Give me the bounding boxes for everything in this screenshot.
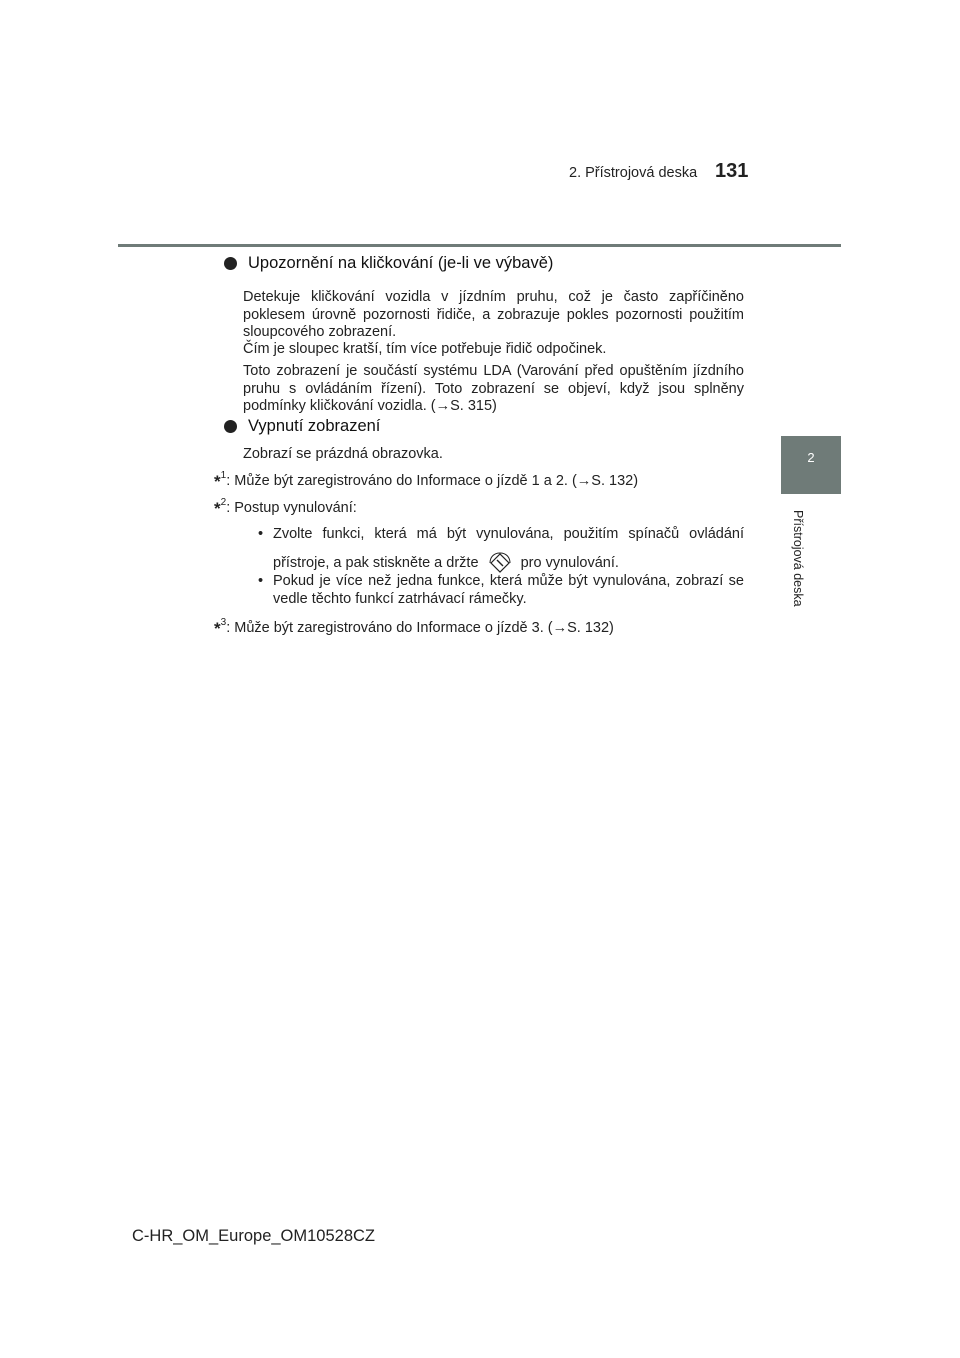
list-item-text: Zvolte funkci, která má být vynulována, použitím spínačů ovládání přístroje, a pak stiskněte a držte [273, 526, 744, 571]
footnote-number: 3 [220, 617, 227, 628]
footnote-2 [214, 494, 357, 518]
document-id: C-HR_OM_Europe_OM10528CZ [132, 1227, 376, 1245]
footnote-text: : Může být zaregistrováno do Informace o jízdě 3. (→S. 132) [226, 620, 614, 636]
running-header-section: 2. Přístrojová deska [569, 165, 698, 181]
chapter-tab-number: 2 [807, 450, 815, 465]
paragraph: Detekuje kličkování vozidla v jízdním pruhu, což je často zapříčiněno poklesem úrovně pozornosti řidiče, a zobrazuje pokles pozornosti použitím sloupcového zobrazení. [243, 289, 744, 340]
bullet-icon [224, 257, 237, 270]
section-heading-text: Upozornění na kličkování (je-li ve výbavě) [248, 254, 554, 272]
paragraph: Čím je sloupec kratší, tím více potřebuje řidič odpočinek. [243, 341, 607, 357]
footnote-text: : Může být zaregistrováno do Informace o jízdě 1 a 2. (→S. 132) [226, 473, 639, 489]
list-dot: • [258, 526, 264, 542]
footnote-star: * [214, 472, 221, 491]
section-heading-text: Vypnutí zobrazení [248, 417, 381, 435]
footnote-number: 1 [220, 470, 227, 481]
chapter-tab-label: Přístrojová deska [791, 510, 805, 607]
paragraph: Zobrazí se prázdná obrazovka. [243, 446, 443, 462]
header-divider [118, 244, 841, 247]
list-item [273, 520, 744, 578]
page-number: 131 [715, 160, 749, 182]
list-dot: • [258, 573, 264, 589]
footnote-1 [214, 467, 638, 491]
list-item-text: pro vynulování. [520, 555, 619, 571]
list-item-text: Pokud je více než jedna funkce, která může být vynulována, zobrazí se vedle těchto funkcí zatrhávací rámečky. [273, 573, 744, 607]
footnote-text: : Postup vynulování: [226, 500, 357, 516]
footnote-number: 2 [220, 497, 227, 508]
chapter-tab [781, 436, 841, 494]
footnote-star: * [214, 619, 221, 638]
footnote-star: * [214, 499, 221, 518]
section-heading-weaving [224, 254, 553, 273]
section-heading-display-off [224, 417, 380, 436]
paragraph: Toto zobrazení je součástí systému LDA (Varování před opuštěním jízdního pruhu s ovládáním řízení). Toto zobrazení se objeví, když jsou splněny podmínky kličkování vozidla. (→S. 315) [243, 363, 744, 414]
reset-step-1 [258, 520, 744, 578]
bullet-icon [224, 420, 237, 433]
reset-step-2 [258, 573, 744, 608]
footnote-3 [214, 614, 614, 638]
